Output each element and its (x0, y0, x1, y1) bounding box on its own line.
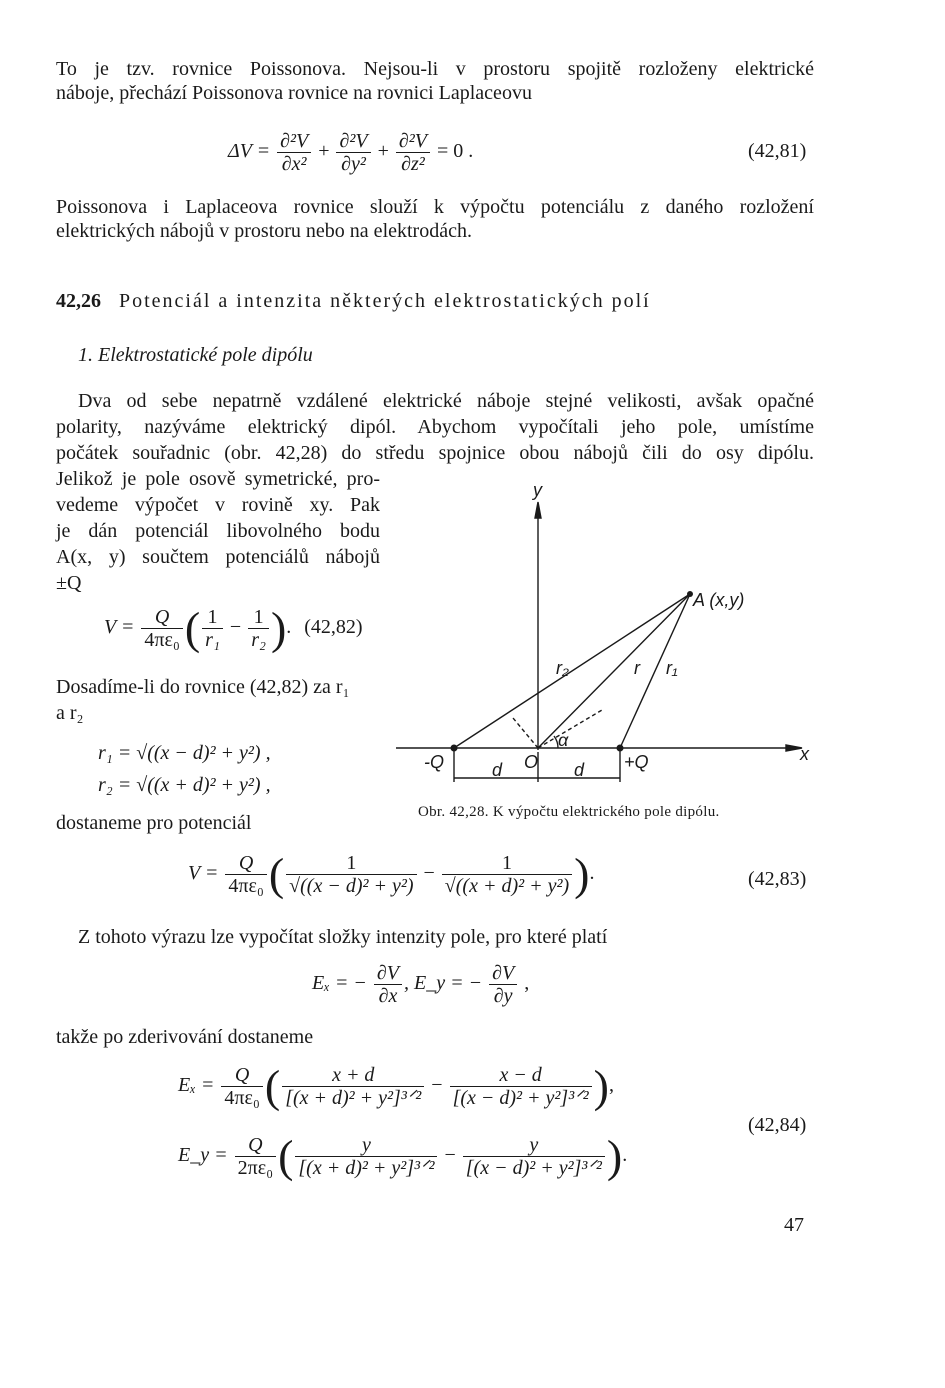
eq1-rhs: = 0 . (436, 140, 474, 163)
plus-q-label: +Q (624, 752, 649, 772)
paragraph-2-line-1: Poissonova i Laplaceova rovnice slouží k výpočtu potenciálu z daného rozložení (56, 196, 814, 218)
section-number: 42,26 (56, 290, 101, 312)
eq5-lhs: Eₓ = (178, 1074, 215, 1097)
r1-label: r₁ (666, 658, 678, 678)
paragraph-1-line-2: náboje, přechází Poissonova rovnice na rovnici Laplaceovu (56, 82, 532, 104)
eq56-number: (42,84) (748, 1114, 807, 1136)
ex-equation: Eₓ = $\frac{Q}{\text{4πε₀}}$ ( $\frac{x + d}{\text{[(x + d)² + y²]³ᐟ²}}$ − $\frac{x - d}{\text{[(x − d)² + y²]³ᐟ²}}$ ), (178, 1060, 614, 1112)
eq3-term2: $\frac{1}{\text{√((x + d)² + y²)}}$ (442, 852, 572, 897)
minus-q-label: -Q (424, 752, 444, 772)
section-title: Potenciál a intenzita některých elektrostatických polí (119, 290, 651, 312)
paragraph-4-line-2: vedeme výpočet v rovině xy. Pak (56, 494, 380, 516)
paragraph-3-line-1: Dva od sebe nepatrně vzdálené elektrické náboje stejné velikosti, avšak opačné (78, 390, 814, 412)
r2-label: r₂ (556, 658, 569, 678)
figure-caption: Obr. 42,28. K výpočtu elektrického pole dipólu. (418, 804, 720, 820)
eq1-lhs: ΔV = (228, 140, 271, 163)
field-components-equation: Eₓ = − $\frac{\partial V}{\partial x}$ , E_y = − $\frac{\partial V}{\partial y}$ , (312, 962, 530, 1007)
subsection-heading: 1. Elektrostatické pole dipólu (78, 344, 313, 366)
paragraph-1-line-1: To je tzv. rovnice Poissonova. Nejsou-li v prostoru spojitě rozloženy elektrické (56, 58, 814, 80)
eq2-term2: $\frac{1}{\text{r₂}}$ (248, 606, 269, 651)
r-label: r (634, 658, 640, 678)
eq4-frac1: $\frac{\partial V}{\partial x}$ (374, 962, 402, 1007)
section-heading (56, 290, 651, 313)
eq4-frac2: $\frac{\partial V}{\partial y}$ (489, 962, 517, 1007)
eq1-term2: $\frac{\text{∂²V}}{\text{∂y²}}$ (336, 130, 370, 175)
paragraph-5-line-2: a r₂ (56, 702, 84, 724)
page-number: 47 (784, 1214, 804, 1236)
paragraph-3-line-2: polarity, nazýváme elektrický dipól. Abychom vypočítali jeho pole, umístíme (56, 416, 814, 438)
eq3-lhs: V = (188, 862, 219, 885)
paragraph-7: Z tohoto výrazu lze vypočítat složky intenzity pole, pro které platí (78, 926, 608, 948)
eq2-lhs: V = (104, 616, 135, 639)
eq6-factor: $\frac{Q}{\text{2πε₀}}$ (235, 1134, 276, 1179)
paragraph-4-line-1: Jelikož je pole osově symetrické, pro- (56, 468, 380, 490)
paragraph-4-line-5: ±Q (56, 572, 82, 594)
y-label: y (533, 480, 542, 500)
eq1-term1: $\frac{\text{∂²V}}{\text{∂x²}}$ (277, 130, 311, 175)
dipole-figure (390, 478, 820, 798)
paragraph-8: takže po zderivování dostaneme (56, 1026, 314, 1048)
y-axis-arrow-icon (535, 502, 541, 518)
x-label: x (800, 744, 809, 764)
eq1-number: (42,81) (748, 140, 807, 162)
minus-q-charge (451, 745, 458, 752)
potential-equation: V = $\frac{Q}{\text{4πε₀}}$ ( $\frac{1}{\text{√((x − d)² + y²)}}$ − $\frac{1}{\text{√((x + d)² + y²)}}$ ). (188, 848, 595, 900)
eq5-term1: $\frac{x + d}{\text{[(x + d)² + y²]³ᐟ²}}$ (282, 1064, 424, 1109)
laplace-equation: ΔV = $\frac{\text{∂²V}}{\text{∂x²}}$ + $\frac{\text{∂²V}}{\text{∂y²}}$ + $\frac{\text{∂²V}}{\text{∂z²}}$ = 0 . (228, 130, 474, 175)
a-label: A (x,y) (693, 590, 745, 610)
paragraph-2-line-2: elektrických nábojů v prostoru nebo na elektrodách. (56, 220, 472, 242)
eq2-term1: $\frac{1}{\text{r₁}}$ (202, 606, 223, 651)
paragraph-6: dostaneme pro potenciál (56, 812, 252, 834)
origin-label: O (524, 752, 539, 772)
dipole-potential-equation: V = $\frac{Q}{\text{4πε₀}}$ ( $\frac{1}{\text{r₁}}$ − $\frac{1}{\text{r₂}}$ ). (42,82) (104, 602, 363, 654)
paragraph-4-line-4: A(x, y) součtem potenciálů nábojů (56, 546, 380, 568)
eq3-term1: $\frac{1}{\text{√((x − d)² + y²)}}$ (286, 852, 416, 897)
paragraph-4-line-3: je dán potenciál libovolného bodu (56, 520, 380, 542)
eq4-ex: Eₓ = − (312, 972, 367, 995)
eq6-term2: $\frac{y}{\text{[(x − d)² + y²]³ᐟ²}}$ (463, 1134, 605, 1179)
eq6-lhs: E_y = (178, 1144, 228, 1167)
eq2-factor: $\frac{Q}{\text{4πε₀}}$ (141, 606, 182, 651)
eq2-number: (42,82) (304, 616, 363, 639)
eq5-factor: $\frac{Q}{\text{4πε₀}}$ (221, 1064, 262, 1109)
eq4-ey: , E_y = − (404, 972, 483, 995)
d-left-label: d (492, 760, 503, 780)
eq3-number: (42,83) (748, 868, 807, 890)
perp-left (513, 718, 538, 748)
eq1-term3: $\frac{\text{∂²V}}{\text{∂z²}}$ (396, 130, 430, 175)
eq6-term1: $\frac{y}{\text{[(x + d)² + y²]³ᐟ²}}$ (295, 1134, 437, 1179)
ey-equation: E_y = $\frac{Q}{\text{2πε₀}}$ ( $\frac{y}{\text{[(x + d)² + y²]³ᐟ²}}$ − $\frac{y}{\text{[(x − d)² + y²]³ᐟ²}}$ ). (178, 1130, 628, 1182)
eq3-factor: $\frac{Q}{\text{4πε₀}}$ (225, 852, 266, 897)
r2-equation: r₂ = √((x + d)² + y²) , (98, 774, 271, 796)
eq5-term2: $\frac{x - d}{\text{[(x − d)² + y²]³ᐟ²}}$ (450, 1064, 592, 1109)
d-right-label: d (574, 760, 585, 780)
r1-equation: r₁ = √((x − d)² + y²) , (98, 742, 271, 764)
alpha-label: α (558, 730, 569, 750)
paragraph-5-line-1: Dosadíme-li do rovnice (42,82) za r₁ (56, 676, 350, 698)
plus-q-charge (617, 745, 624, 752)
paragraph-3-line-3: počátek souřadnic (obr. 42,28) do středu spojnice obou nábojů čili do osy dipólu. (56, 442, 814, 464)
